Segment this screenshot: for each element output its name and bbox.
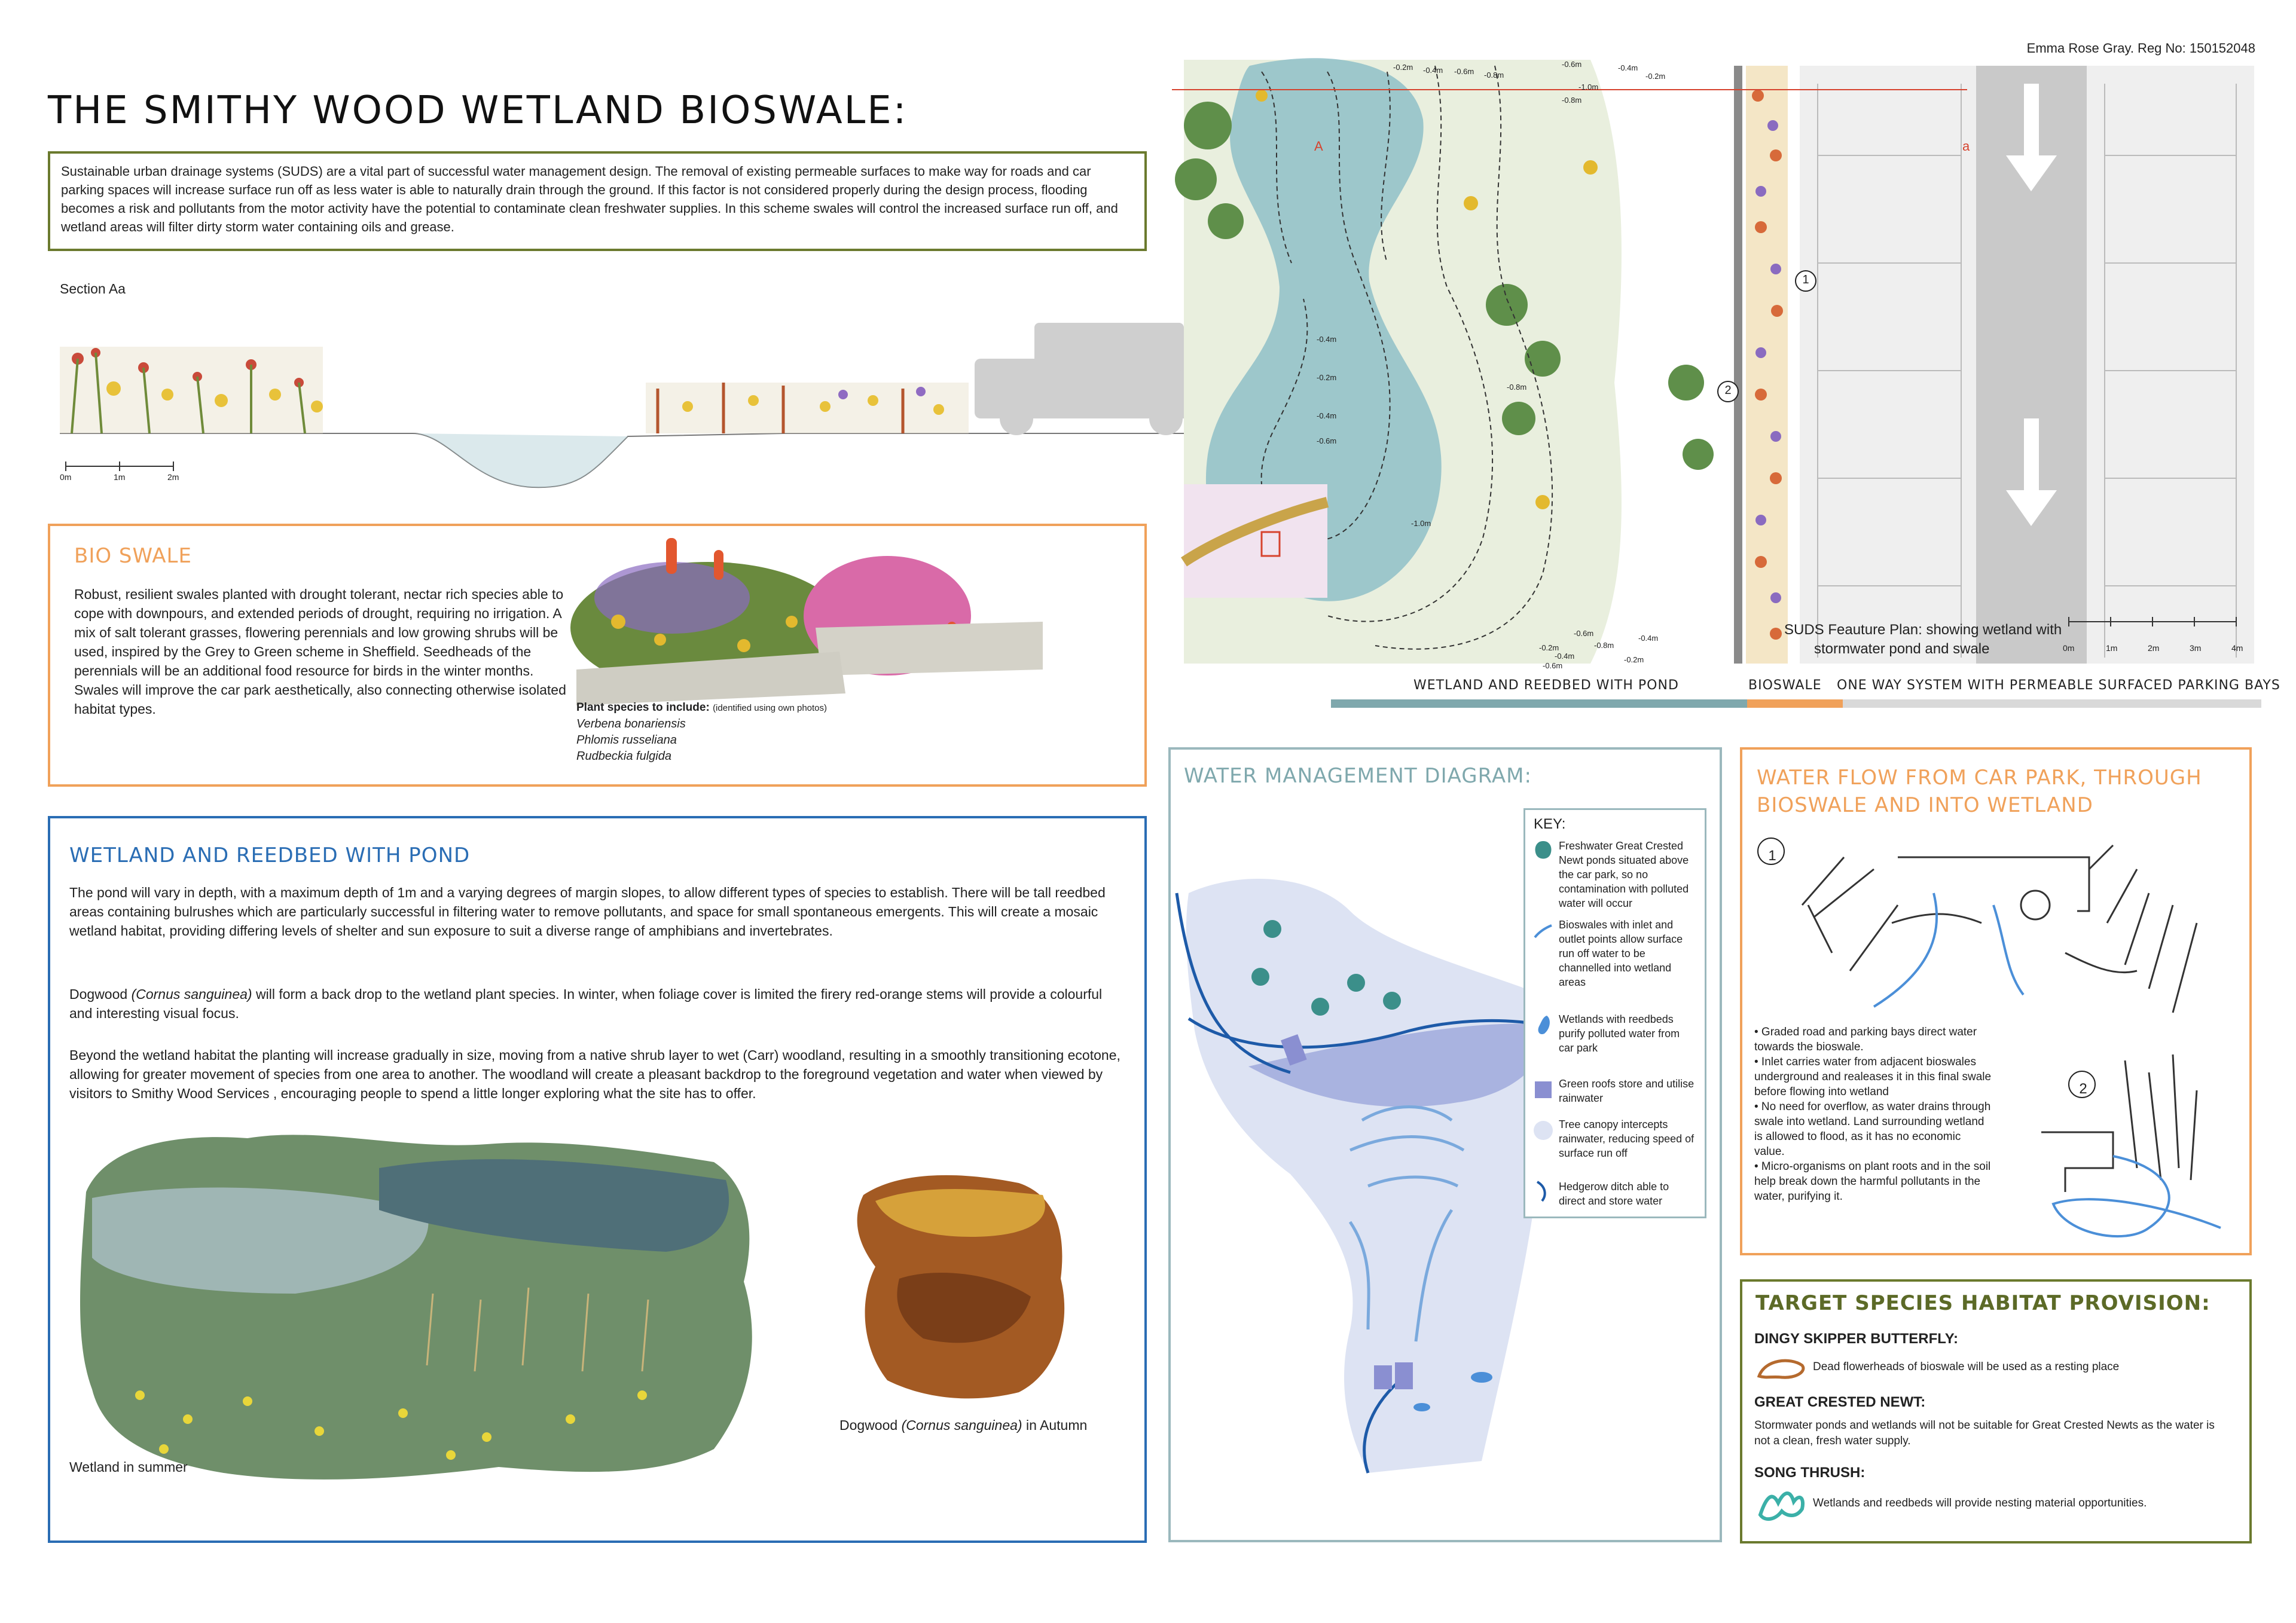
contour-label: -0.8m [1484, 71, 1504, 80]
plan-caption-line-1: SUDS Feauture Plan: showing wetland with [1784, 622, 2062, 638]
contour-label: -0.6m [1317, 436, 1337, 445]
water-flow-box [1740, 747, 2252, 1255]
caption-dogwood: Dogwood (Cornus sanguinea) in Autumn [839, 1417, 1088, 1433]
plan-scale-label: 1m [2106, 643, 2118, 653]
contour-label: -0.2m [1393, 63, 1413, 72]
bioswale-icon [1532, 921, 1554, 942]
contour-label: -0.2m [1645, 72, 1666, 81]
plan-scale-label: 3m [2190, 643, 2202, 653]
contour-label: -1.0m [1578, 82, 1599, 91]
species-text-butterfly: Dead flowerheads of bioswale will be used as a resting place [1813, 1361, 2120, 1373]
intro-text: Sustainable urban drainage systems (SUDS) are a vital part of successful water management design. The removal of existing permeable surfaces to make way for roads and car parking spaces will increase surface run off as less water is able to naturally drain through the ground. If this factor is not considered properly during the design process, flooding becomes a risk and pollutants from the motor activity have the potential to contaminate clean freshwater supplies. In this scheme swales will control the increased surface run off, and wetland areas will filter dirty storm water containing oils and grease. [61, 164, 1118, 234]
band-wetland [1331, 699, 1747, 708]
contour-label: -0.4m [1317, 335, 1337, 344]
tree-canopy-area [1186, 879, 1555, 1473]
flow-sketch-2 [2041, 1055, 2197, 1192]
butterfly-icon [1754, 1355, 1808, 1382]
contour-label: -0.6m [1454, 67, 1474, 76]
section-right-planting [646, 383, 969, 433]
contour-label: -0.6m [1543, 661, 1563, 670]
green-roof-icon [1532, 1079, 1554, 1101]
contour-label: -1.0m [1411, 519, 1431, 528]
plan-scale-label: 2m [2148, 643, 2160, 653]
target-species-box [1740, 1279, 2252, 1543]
section-marker-A: A [1314, 139, 1323, 154]
intro-box [48, 151, 1147, 251]
flow-bullet: • Graded road and parking bays direct water towards the bioswale. [1754, 1026, 1977, 1053]
species-text-thrush: Wetlands and reedbeds will provide nesting material opportunities. [1813, 1497, 2147, 1509]
key-item-text: Hedgerow ditch able to direct and store water [1559, 1181, 1669, 1207]
caption-wetland-summer: Wetland in summer [69, 1459, 188, 1475]
wetland-box [48, 816, 1147, 1543]
contour-label: -0.6m [1574, 629, 1594, 638]
section-scale-0: 0m [60, 472, 72, 482]
plants-heading: Plant species to include: (identified using own photos) [576, 701, 828, 714]
flow-marker-1: 1 [1768, 848, 1776, 864]
water-flow-heading: WATER FLOW FROM CAR PARK, THROUGH BIOSWALE AND INTO WETLAND [1757, 766, 2202, 817]
wetland-paragraph-3: Beyond the wetland habitat the planting will increase gradually in size, moving from a native shrub layer to wet (Carr) woodland, resulting in a smoothly transitioning ecotone, allowing for greater movement of species from one area to another. The woodland will create a pleasant backdrop to the foreground vegetation and water when viewed by visitors to Smithy Wood Services , encouraging people to spend a little longer exploring what the site has to offer. [69, 1047, 1120, 1101]
bioswale-text: Robust, resilient swales planted with drought tolerant, nectar rich species able to cope with downpours, and extended periods of drought, requiring no irrigation. A mix of salt tolerant grasses, flowering perennials and low growing shrubs will be used, inspired by the Grey to Green scheme in Sheffield. Seedheads of the perennials will be an additional food resource for birds in the winter months. Swales will improve the car park aesthetically, also connecting otherwise isolated habitat types. [74, 586, 566, 717]
contour-label: -0.2m [1539, 643, 1559, 652]
bioswale-strip [1734, 66, 1788, 664]
water-management-box [1168, 747, 1722, 1542]
flow-bullet: • Inlet carries water from adjacent bioswales underground and realeases it in this final swale before flowing into wetland [1754, 1056, 1992, 1098]
plants-note: (identified using own photos) [713, 703, 828, 713]
contour-label: -0.4m [1317, 411, 1337, 420]
newt-pond-icon [1532, 840, 1554, 861]
key-panel [1523, 808, 1706, 1218]
tree-canopy-icon [1532, 1120, 1554, 1141]
band-label-wetland: WETLAND AND REEDBED WITH POND [1413, 678, 1679, 693]
bioswale-photo [564, 532, 1055, 705]
band-label-bioswale: BIOSWALE [1748, 678, 1822, 693]
contour-label: -0.4m [1555, 652, 1575, 661]
contour-label: -0.2m [1624, 655, 1644, 664]
section-marker-a: a [1962, 139, 1970, 154]
author-credit: Emma Rose Gray. Reg No: 150152048 [2026, 41, 2255, 56]
contour-label: -0.8m [1594, 641, 1614, 650]
page-title: THE SMITHY WOOD WETLAND BIOSWALE: [48, 88, 908, 133]
species-title-newt: GREAT CRESTED NEWT: [1754, 1394, 1926, 1410]
section-scale-bar [66, 461, 173, 471]
plan-marker-2-label: 2 [1724, 384, 1732, 397]
band-bioswale [1747, 699, 1843, 708]
plan-scale-label: 4m [2231, 643, 2243, 653]
section-scale-1: 1m [114, 472, 126, 482]
plan-marker-1-label: 1 [1802, 273, 1809, 286]
section-label: Section Aa [60, 281, 126, 297]
key-title: KEY: [1534, 816, 1566, 832]
hedgerow-ditch-icon [1532, 1181, 1554, 1202]
water-management-heading: WATER MANAGEMENT DIAGRAM: [1184, 764, 1532, 788]
section-scale-2: 2m [167, 472, 179, 482]
car-silhouette [975, 323, 1202, 435]
contour-label: -0.2m [1317, 373, 1337, 382]
key-item-text: Bioswales with inlet and outlet points allow surface run off water to be channelled into wetland areas [1559, 919, 1683, 988]
wetland-paragraph-1: The pond will vary in depth, with a maximum depth of 1m and a varying degrees of margin slopes, to allow different types of species to establish. There will be tall reedbed areas containing bulrushes which are particularly successful in filtering water to remove pollutants, and space for small spontaneous emergents. This will create a mosaic wetland habitat, providing differing levels of shelter and sun exposure to suit a diverse range of amphibians and invertebrates. [69, 885, 1106, 939]
plant-2: Phlomis russeliana [576, 733, 677, 747]
plant-3: Rudbeckia fulgida [576, 750, 671, 763]
contour-label: -0.4m [1423, 66, 1443, 75]
target-species-heading: TARGET SPECIES HABITAT PROVISION: [1755, 1291, 2210, 1315]
key-item-text: Wetlands with reedbeds purify polluted water from car park [1559, 1013, 1680, 1054]
wetland-heading: WETLAND AND REEDBED WITH POND [69, 843, 471, 867]
bioswale-box [48, 524, 1147, 787]
reedbed-icon [1754, 1485, 1808, 1523]
contour-label: -0.6m [1562, 60, 1582, 69]
contour-label: -0.8m [1562, 96, 1582, 105]
flow-bullet: • Micro-organisms on plant roots and in the soil help break down the harmful pollutants in the water, purifying it. [1754, 1160, 1991, 1203]
species-title-butterfly: DINGY SKIPPER BUTTERFLY: [1754, 1331, 1958, 1347]
water-flow-bullets [1754, 1025, 1993, 1204]
dogwood-photo [839, 1159, 1079, 1410]
contour-label: -0.4m [1638, 634, 1659, 643]
plan-caption-line-2: stormwater pond and swale [1814, 641, 1990, 657]
band-parking [1843, 699, 2261, 708]
key-item-text: Green roofs store and utilise rainwater [1559, 1078, 1694, 1104]
flow-bullet: • No need for overflow, as water drains through swale into wetland. Land surrounding wetland is allowed to flood, as it has no economic value. [1754, 1101, 1991, 1158]
section-illustration [54, 311, 1202, 490]
key-item-text: Freshwater Great Crested Newt ponds situated above the car park, so no contamination with polluted water will occur [1559, 840, 1689, 909]
flow-marker-2: 2 [2079, 1081, 2087, 1097]
wetland-photo [68, 1114, 774, 1491]
key-item-text: Tree canopy intercepts rainwater, reducing speed of surface run off [1559, 1118, 1694, 1159]
wetland-icon [1532, 1014, 1554, 1036]
parking-bays [1800, 66, 2254, 664]
plant-1: Verbena bonariensis [576, 717, 686, 730]
plan-scale-label: 0m [2063, 643, 2075, 653]
bioswale-heading: BIO SWALE [74, 544, 192, 568]
wetland-paragraph-2: Dogwood (Cornus sanguinea) will form a back drop to the wetland plant species. In winter, when foliage cover is limited the firery red-orange stems will provide a colourful and interesting visual focus. [69, 986, 1103, 1021]
contour-label: -0.4m [1618, 63, 1638, 72]
band-label-parking: ONE WAY SYSTEM WITH PERMEABLE SURFACED PARKING BAYS [1837, 678, 2280, 693]
species-title-thrush: SONG THRUSH: [1754, 1465, 1866, 1481]
plan-inset-map [1184, 484, 1327, 598]
section-left-planting [60, 347, 323, 433]
contour-label: -0.8m [1507, 383, 1527, 392]
species-text-newt: Stormwater ponds and wetlands will not be suitable for Great Crested Newts as the water is not a clean, fresh water supply. [1754, 1419, 2215, 1447]
